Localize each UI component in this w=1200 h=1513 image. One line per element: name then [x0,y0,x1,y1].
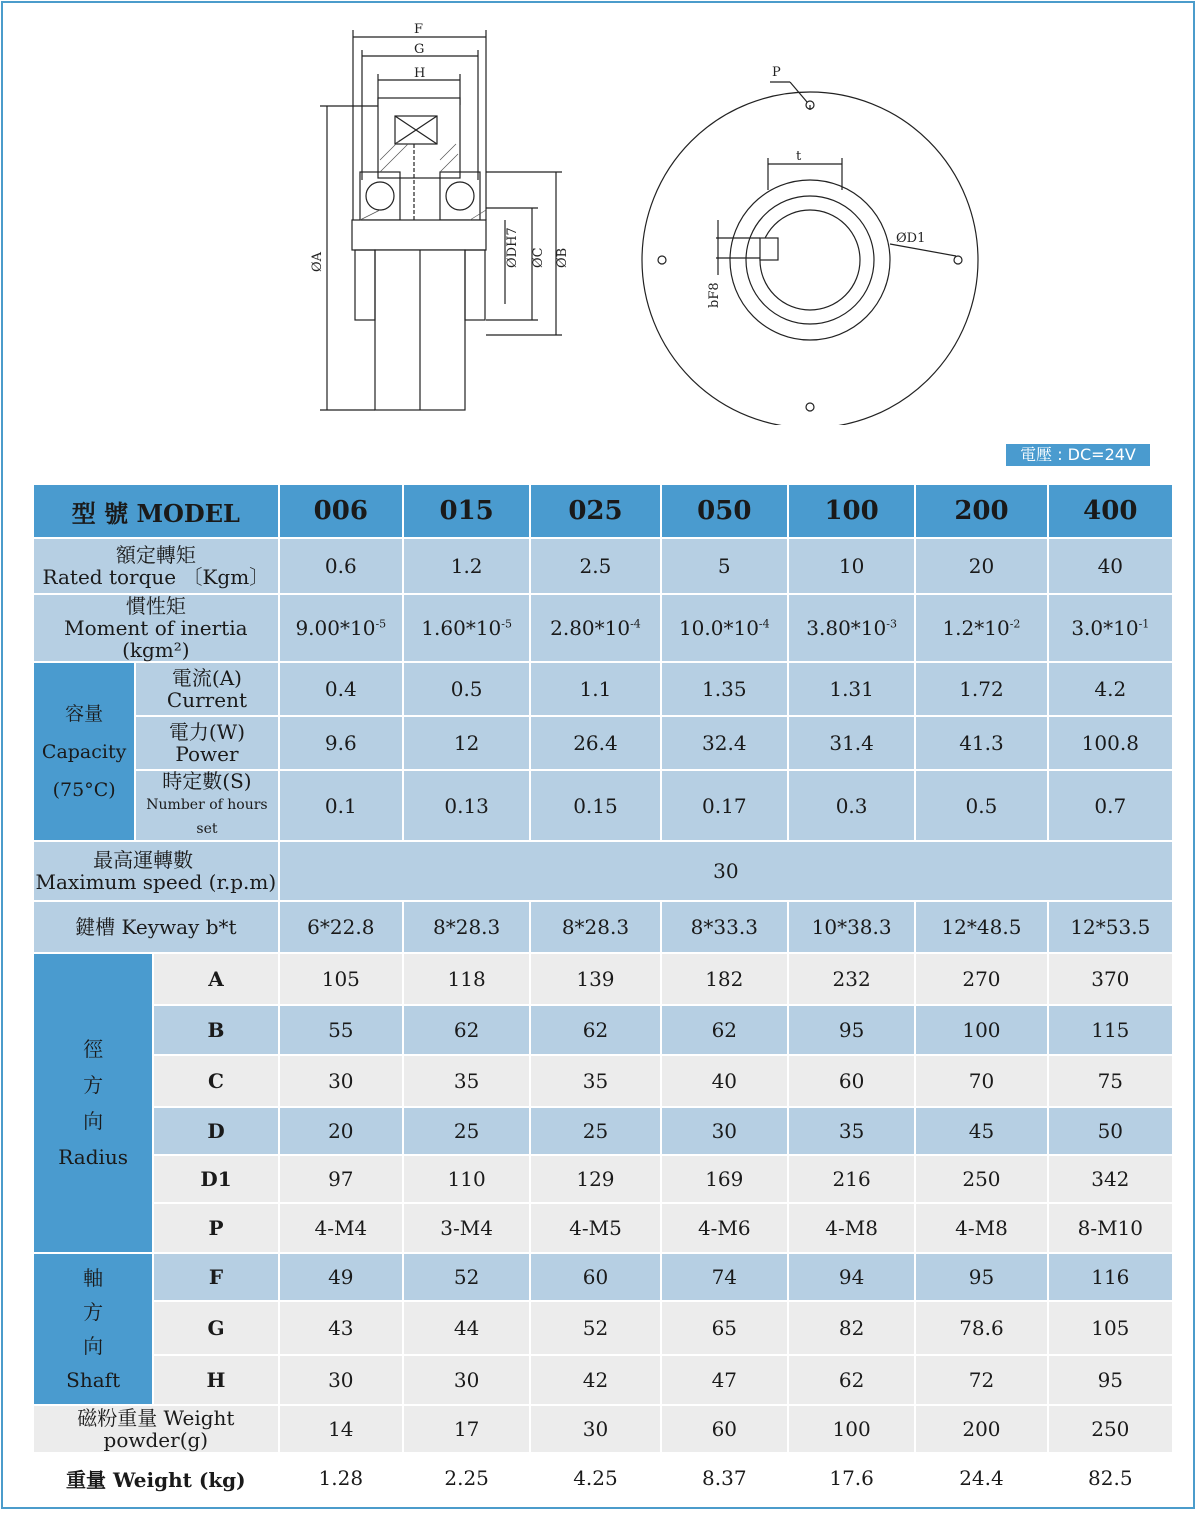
table-cell: 2.25 [404,1454,531,1504]
table-cell: 1.72 [916,663,1048,717]
table-cell: 47 [662,1356,789,1406]
power-row [34,717,1174,771]
table-cell: 95 [789,1006,916,1056]
table-cell: 14 [280,1406,404,1454]
table-cell: 8.37 [662,1454,789,1504]
table-cell: 342 [1049,1156,1174,1204]
table-cell: 4-M8 [916,1204,1048,1254]
power-label: 電力(W) Power [136,717,279,771]
model-025: 025 [531,485,661,539]
radius-row-C [34,1056,1174,1108]
max-speed-label: 最高運轉數 Maximum speed (r.p.m) [34,842,280,902]
weight-powder-label: 磁粉重量 Weight powder(g) [34,1406,280,1454]
table-cell: 30 [280,1356,404,1406]
rated-torque-unit: 〔Kgm〕 [182,565,270,589]
table-cell: 1.35 [662,663,789,717]
table-cell: 250 [1049,1406,1174,1454]
dim-F-label: F [414,22,424,37]
model-015: 015 [404,485,531,539]
table-cell: 31.4 [789,717,916,771]
table-cell: $10.0*10^{-4}$ [662,595,789,663]
table-cell: 129 [531,1156,661,1204]
model-400: 400 [1049,485,1174,539]
model-006: 006 [280,485,404,539]
dim-B-label: ØB [555,247,570,268]
table-cell: $9.00*10^{-5}$ [280,595,404,663]
table-cell: 30 [280,1056,404,1108]
shaft-group-label: 軸 方 向 Shaft [34,1254,154,1406]
table-cell: 0.15 [531,771,661,842]
table-cell: 20 [280,1108,404,1156]
table-cell: 4-M8 [789,1204,916,1254]
table-cell: 44 [404,1302,531,1356]
table-cell: 9.6 [280,717,404,771]
table-cell: 82.5 [1049,1454,1174,1504]
hours-label: 時定數(S) Number of hours set [136,771,279,842]
weight-label: 重量 Weight (kg) [34,1454,280,1504]
table-cell: 4.2 [1049,663,1174,717]
table-cell: 0.1 [280,771,404,842]
table-cell: 1.31 [789,663,916,717]
capacity-label [34,663,136,842]
table-cell: 35 [404,1056,531,1108]
table-cell: 45 [916,1108,1048,1156]
table-cell: 0.3 [789,771,916,842]
keyway-row [34,902,1174,954]
table-cell: 105 [1049,1302,1174,1356]
table-cell: 62 [789,1356,916,1406]
model-200: 200 [916,485,1048,539]
weight-powder-row [34,1406,1174,1454]
table-cell: 95 [916,1254,1048,1302]
radius-row-P [34,1204,1174,1254]
table-cell: 40 [1049,539,1174,595]
spec-table [34,485,1174,1504]
current-row [34,663,1174,717]
table-cell: 8*33.3 [662,902,789,954]
dim-DH7-label: ØDH7 [505,227,520,268]
table-cell: 0.4 [280,663,404,717]
table-cell: 139 [531,954,661,1006]
technical-drawings [290,10,1010,425]
rated-torque-row [34,539,1174,595]
table-cell: 4.25 [531,1454,661,1504]
inertia-row [34,595,1174,663]
table-cell: 12 [404,717,531,771]
radius-row-D1 [34,1156,1174,1204]
table-cell: 169 [662,1156,789,1204]
table-cell: $3.80*10^{-3}$ [789,595,916,663]
inertia-zh: 慣性矩 [125,594,186,618]
capacity-zh: 容量 [65,702,104,725]
table-cell: 1.2 [404,539,531,595]
table-cell: $3.0*10^{-1}$ [1049,595,1174,663]
table-cell: 30 [404,1356,531,1406]
table-cell: 43 [280,1302,404,1356]
shaft-param-G: G [154,1302,279,1356]
dim-G-label: G [414,42,425,57]
table-cell: 40 [662,1056,789,1108]
radius-group-label: 徑 方 向 Radius [34,954,154,1254]
table-cell: 10 [789,539,916,595]
table-cell: 24.4 [916,1454,1048,1504]
table-cell: 8-M10 [1049,1204,1174,1254]
table-cell: 0.7 [1049,771,1174,842]
table-cell: 5 [662,539,789,595]
table-cell: 74 [662,1254,789,1302]
rated-torque-label [34,539,280,595]
table-cell: 42 [531,1356,661,1406]
table-cell: 12*53.5 [1049,902,1174,954]
table-cell: $1.2*10^{-2}$ [916,595,1048,663]
table-cell: 216 [789,1156,916,1204]
dim-P-label: P [772,65,781,80]
max-speed-row [34,842,1174,902]
table-cell: 20 [916,539,1048,595]
table-cell: 41.3 [916,717,1048,771]
table-cell: 50 [1049,1108,1174,1156]
table-cell: 49 [280,1254,404,1302]
table-cell: 70 [916,1056,1048,1108]
dim-C-label: ØC [531,247,546,268]
voltage-badge: 電壓 : DC=24V [1006,444,1150,466]
table-cell: 6*22.8 [280,902,404,954]
table-cell: 0.13 [404,771,531,842]
table-cell: 94 [789,1254,916,1302]
table-cell: 100 [916,1006,1048,1056]
model-header-label: 型 號 MODEL [34,485,280,539]
front-view [642,65,978,425]
table-cell: 0.6 [280,539,404,595]
table-cell: 100 [789,1406,916,1454]
table-cell: 35 [531,1056,661,1108]
current-label: 電流(A) Current [136,663,279,717]
inertia-unit: (kgm²) [122,638,190,662]
table-cell: 52 [531,1302,661,1356]
radius-row-B [34,1006,1174,1056]
radius-row-D [34,1108,1174,1156]
table-cell: 72 [916,1356,1048,1406]
dim-H-label: H [414,66,426,81]
table-cell: 100.8 [1049,717,1174,771]
table-cell: 8*28.3 [531,902,661,954]
table-cell: 60 [531,1254,661,1302]
table-cell: 52 [404,1254,531,1302]
table-cell: 115 [1049,1006,1174,1056]
table-cell: 232 [789,954,916,1006]
table-cell: 0.5 [916,771,1048,842]
dim-bF8-label: bF8 [707,282,722,308]
table-cell: 370 [1049,954,1174,1006]
table-cell: 55 [280,1006,404,1056]
table-cell: 4-M6 [662,1204,789,1254]
model-100: 100 [789,485,916,539]
keyway-label: 鍵槽 Keyway b*t [34,902,280,954]
table-cell: $2.80*10^{-4}$ [531,595,661,663]
table-cell: 118 [404,954,531,1006]
table-cell: 110 [404,1156,531,1204]
radius-param-D1: D1 [154,1156,279,1204]
table-cell: 17.6 [789,1454,916,1504]
shaft-row-H [34,1356,1174,1406]
max-speed-value: 30 [280,842,1174,902]
shaft-param-F: F [154,1254,279,1302]
dim-A-label: ØA [310,251,325,272]
radius-row-A [34,954,1174,1006]
hours-row [34,771,1174,842]
table-cell: 32.4 [662,717,789,771]
shaft-row-G [34,1302,1174,1356]
table-cell: 75 [1049,1056,1174,1108]
table-cell: 60 [662,1406,789,1454]
table-cell: 105 [280,954,404,1006]
table-cell: 17 [404,1406,531,1454]
inertia-label [34,595,280,663]
table-cell: 4-M5 [531,1204,661,1254]
table-cell: 30 [531,1406,661,1454]
table-cell: 2.5 [531,539,661,595]
table-cell: 8*28.3 [404,902,531,954]
table-cell: 97 [280,1156,404,1204]
rated-torque-en: Rated torque [42,565,177,589]
table-cell: 65 [662,1302,789,1356]
capacity-temp: (75°C) [52,778,116,801]
table-cell: 25 [531,1108,661,1156]
table-cell: 30 [662,1108,789,1156]
weight-row [34,1454,1174,1504]
radius-param-C: C [154,1056,279,1108]
side-section-view [310,22,570,410]
table-cell: 4-M4 [280,1204,404,1254]
header-row [34,485,1174,539]
table-cell: 26.4 [531,717,661,771]
table-cell: 78.6 [916,1302,1048,1356]
table-cell: 95 [1049,1356,1174,1406]
radius-param-A: A [154,954,279,1006]
shaft-row-F [34,1254,1174,1302]
table-cell: 82 [789,1302,916,1356]
table-cell: 25 [404,1108,531,1156]
table-cell: 182 [662,954,789,1006]
rated-torque-zh: 額定轉矩 [115,543,196,567]
dim-D1-label: ØD1 [896,231,926,246]
table-cell: 35 [789,1108,916,1156]
table-cell: 3-M4 [404,1204,531,1254]
table-cell: 62 [404,1006,531,1056]
radius-param-D: D [154,1108,279,1156]
table-cell: 270 [916,954,1048,1006]
model-050: 050 [662,485,789,539]
capacity-en: Capacity [41,740,127,763]
dim-t-label: t [796,149,802,164]
inertia-en: Moment of inertia [64,616,248,640]
shaft-param-H: H [154,1356,279,1406]
table-cell: 1.28 [280,1454,404,1504]
table-cell: 200 [916,1406,1048,1454]
table-cell: $1.60*10^{-5}$ [404,595,531,663]
radius-param-B: B [154,1006,279,1056]
table-cell: 0.17 [662,771,789,842]
table-cell: 62 [531,1006,661,1056]
table-cell: 60 [789,1056,916,1108]
table-cell: 62 [662,1006,789,1056]
table-cell: 0.5 [404,663,531,717]
radius-param-P: P [154,1204,279,1254]
table-cell: 1.1 [531,663,661,717]
table-cell: 250 [916,1156,1048,1204]
table-cell: 116 [1049,1254,1174,1302]
table-cell: 12*48.5 [916,902,1048,954]
table-cell: 10*38.3 [789,902,916,954]
